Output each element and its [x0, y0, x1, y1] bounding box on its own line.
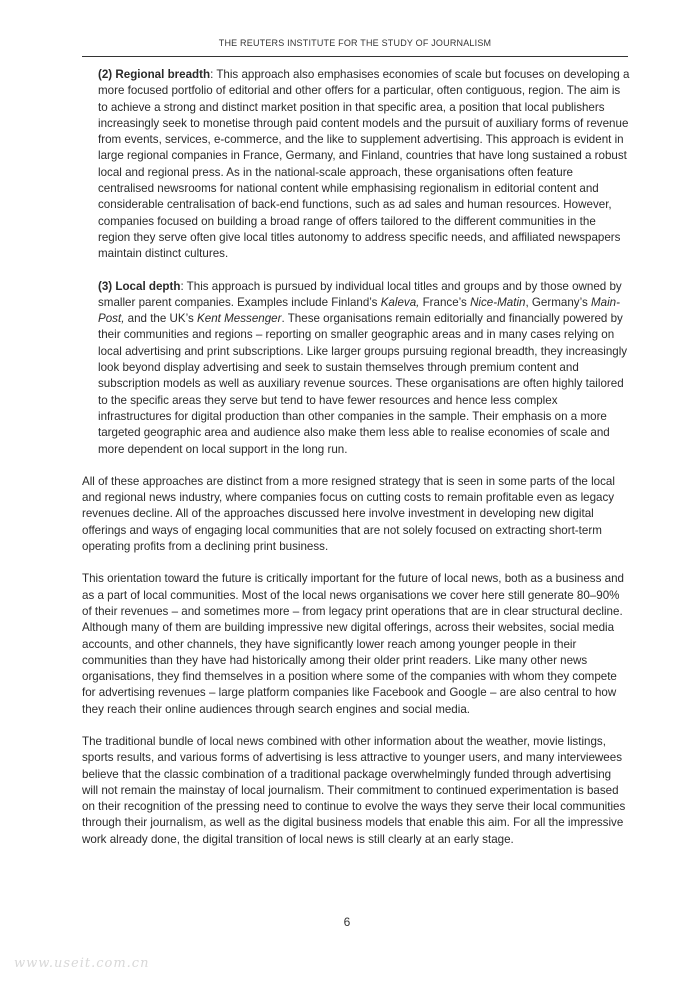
regional-breadth-paragraph	[98, 67, 630, 263]
local-depth-text-4: and the UK’s	[124, 312, 198, 326]
local-depth-text-5: . These organisations remain editorially and financially powered by their communities and regions – reporting on smaller geographic areas and in many cases relying on local advertising and print subscriptions. Like larger groups pursuing regional breadth, they increasingly look beyond display advertising and seek to sustain themselves through premium content and subscription models as well as auxiliary revenue sources. These organisations are often highly tailored to the specific areas they serve but tend to have fewer resources and hence less complex infrastructures for digital production than other companies in the sample. Their emphasis on a more targeted geographic area and audience also make them less able to realise economies of scale and more dependent on local support in the long run.	[98, 312, 628, 456]
local-depth-text-2: France’s	[419, 295, 471, 309]
paragraph-traditional-bundle: The traditional bundle of local news combined with other information about the weather, movie listings, sports results, and various forms of advertising is less attractive to younger users, and many interviewees believe that the classic combination of a traditional package overwhelmingly funded through advertising will not remain the mainstay of local journalism. Their commitment to continued experimentation is based on their recognition of the pressing need to continue to evolve the ways they serve their local communities through their journalism, as well as the digital business models that enable this aim. For all the impressive work already done, the digital transition of local news is still clearly at an early stage.	[82, 734, 626, 846]
title-kaleva: Kaleva,	[380, 295, 420, 309]
regional-breadth-label: (2) Regional breadth	[98, 68, 211, 81]
paragraph-resigned-strategy: All of these approaches are distinct from a more resigned strategy that is seen in some parts of the local and regional news industry, where companies focus on cutting costs to remain profitable even as legacy revenues decline. All of the approaches discussed here involve investment in developing new digital offerings and ways of engaging local communities that are not solely focused on extracting short-term operating profits from a declining print business.	[82, 474, 615, 554]
body-text	[82, 67, 630, 864]
header-rule	[82, 56, 628, 57]
local-depth-paragraph	[98, 279, 630, 458]
local-depth-text-3: , Germany’s	[525, 295, 591, 309]
title-main-post: Main-Post,	[98, 295, 620, 326]
local-depth-label: (3) Local depth	[98, 279, 181, 293]
running-header: THE REUTERS INSTITUTE FOR THE STUDY OF JOURNALISM	[218, 38, 492, 48]
watermark: www.useit.com.cn	[14, 956, 150, 971]
page-number: 6	[343, 915, 351, 929]
regional-breadth-text: : This approach also emphasises economies of scale but focuses on developing a more focused portfolio of editorial and other offers for a particular, often contiguous, region. The aim is to achieve a strong and distinct market position in that specific area, a position that local publishers increasingly seek to monetise through paid content models and the pursuit of auxiliary forms of revenue from events, services, e-commerce, and the like to supplement advertising. This approach is evident in large regional companies in France, Germany, and Finland, countries that have long sustained a robust local and regional press. As in the national-scale approach, these organisations often feature centralised newsrooms for national content while emphasising regionalism in editorial content and considerable centralisation of back-end functions, such as ad sales and human resources. However, companies focused on building a broad range of offers tailored to the different communities in the region they serve often give local titles autonomy to address specific needs, and affiliated newspapers maintain distinct cultures.	[98, 68, 630, 261]
title-kent-messenger: Kent Messenger	[197, 312, 282, 326]
title-nice-matin: Nice-Matin	[470, 295, 526, 309]
paragraph-future-orientation: This orientation toward the future is critically important for the future of local news, both as a business and as a part of local communities. Most of the local news organisations we cover here still generate 80–90% of their revenues – and sometimes more – from legacy print operations that are in clear structural decline. Although many of them are building impressive new digital offerings, across their websites, social media accounts, and other channels, they have significantly lower reach among younger people in their communities than they have had historically among their older print readers. Like many other news organisations, they find themselves in a position where some of the companies with whom they compete for advertising revenues – large platform companies like Facebook and Google – are also central to how they reach their online audiences through search engines and social media.	[82, 572, 624, 716]
local-depth-text-1: : This approach is pursued by individual local titles and groups and by those owned by smaller parent companies. Examples include Finland’s	[98, 279, 622, 309]
